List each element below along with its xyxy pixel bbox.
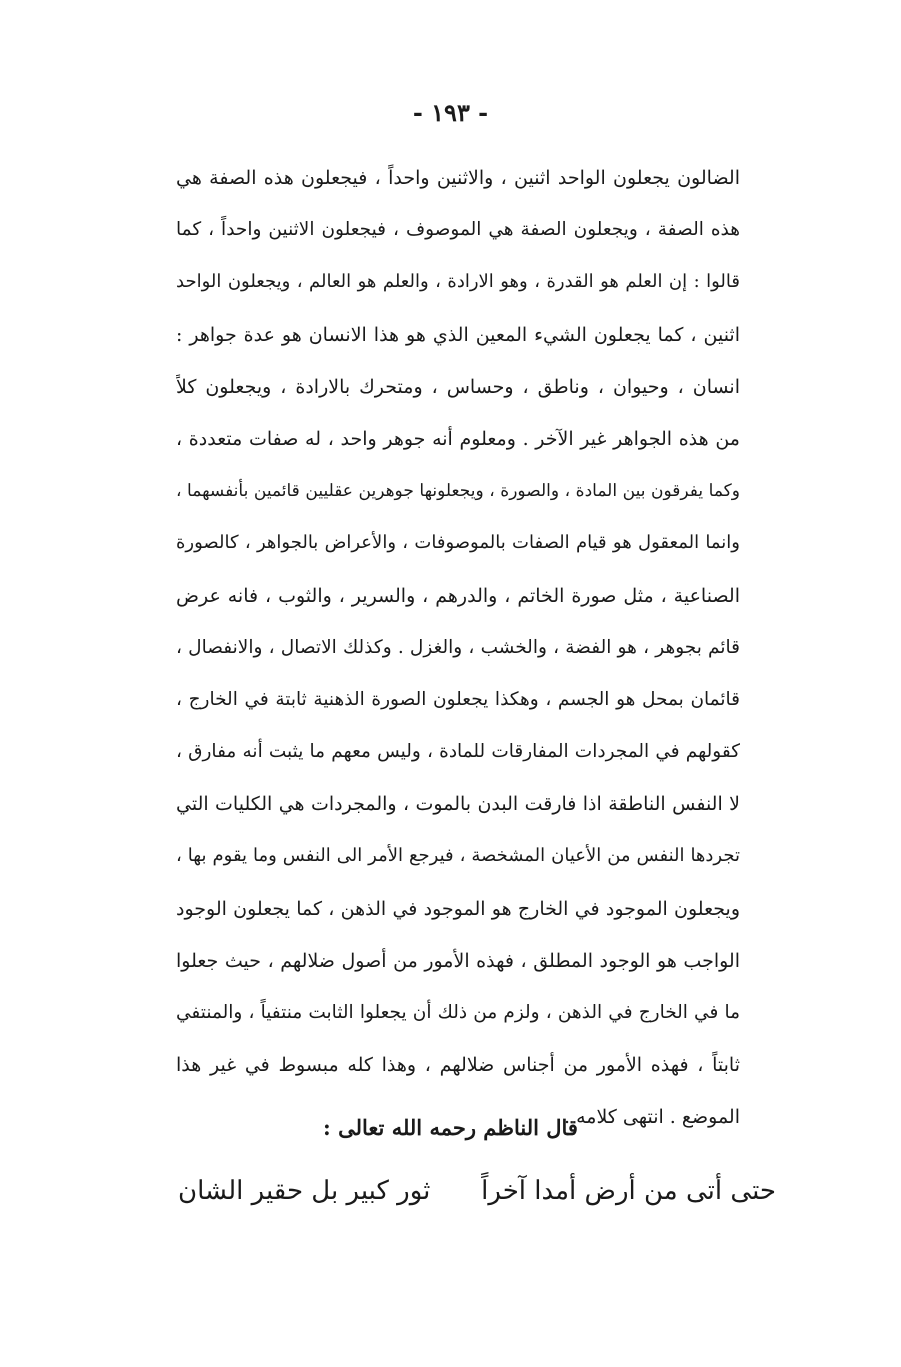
text-line: ما في الخارج في الذهن ، ولزم من ذلك أن يجعلوا الثابت منتفياً ، والمنتفي — [176, 1002, 740, 1023]
text-line: الواجب هو الوجود المطلق ، فهذه الأمور من أصول ضلالهم ، حيث جعلوا — [176, 949, 740, 972]
text-line: وانما المعقول هو قيام الصفات بالموصوفات ، والأعراض بالجواهر ، كالصورة — [176, 532, 740, 554]
text-line: تجردها النفس من الأعيان المشخصة ، فيرجع الأمر الى النفس وما يقوم بها ، — [176, 845, 740, 867]
text-line: كقولهم في المجردات المفارقات للمادة ، وليس معهم ما يثبت أنه مفارق ، — [176, 741, 740, 763]
poem-verse — [178, 1166, 776, 1216]
text-line: قائمان بمحل هو الجسم ، وهكذا يجعلون الصورة الذهنية ثابتة في الخارج ، — [176, 688, 740, 710]
page-number: - ١٩٣ - — [412, 98, 489, 127]
text-line: قالوا : إن العلم هو القدرة ، وهو الارادة ، والعلم هو العالم ، ويجعلون الواحد — [176, 271, 740, 293]
text-line: قائم بجوهر ، هو الفضة ، والخشب ، والغزل . وكذلك الاتصال ، والانفصال ، — [176, 636, 740, 658]
verse-second-hemistich: ثور كبير بل حقير الشان — [178, 1176, 431, 1206]
text-line: من هذه الجواهر غير الآخر . ومعلوم أنه جوهر واحد ، له صفات متعددة ، — [176, 427, 740, 450]
text-line: وكما يفرقون بين المادة ، والصورة ، ويجعلونها جوهرين عقليين قائمين بأنفسهما ، — [176, 481, 740, 502]
text-line: لا النفس الناطقة اذا فارقت البدن بالموت ، والمجردات هي الكليات التي — [176, 793, 740, 816]
body-text — [176, 152, 740, 1144]
text-line: انسان ، وحيوان ، وناطق ، وحساس ، ومتحرك بالارادة ، ويجعلون كلاً — [176, 375, 740, 398]
text-line: ويجعلون الموجود في الخارج هو الموجود في الذهن ، كما يجعلون الوجود — [176, 897, 740, 920]
text-line: الصناعية ، مثل صورة الخاتم ، والدرهم ، والسرير ، والثوب ، فانه عرض — [176, 584, 740, 607]
text-line: هذه الصفة ، ويجعلون الصفة هي الموصوف ، فيجعلون الاثنين واحداً ، كما — [176, 219, 740, 241]
verse-first-hemistich: حتى أتى من أرض أمدا آخراً — [481, 1176, 776, 1206]
text-line: اثنين ، كما يجعلون الشيء المعين الذي هو هذا الانسان هو عدة جواهر : — [176, 323, 740, 346]
poem-heading: قال الناظم رحمه الله تعالى : — [323, 1115, 578, 1140]
text-line: ثابتاً ، فهذه الأمور من أجناس ضلالهم ، وهذا كله مبسوط في غير هذا — [176, 1054, 740, 1077]
text-line: الضالون يجعلون الواحد اثنين ، والاثنين واحداً ، فيجعلون هذه الصفة هي — [176, 167, 740, 189]
text-line-last: الموضع . انتهى كلامه . — [564, 1106, 740, 1129]
